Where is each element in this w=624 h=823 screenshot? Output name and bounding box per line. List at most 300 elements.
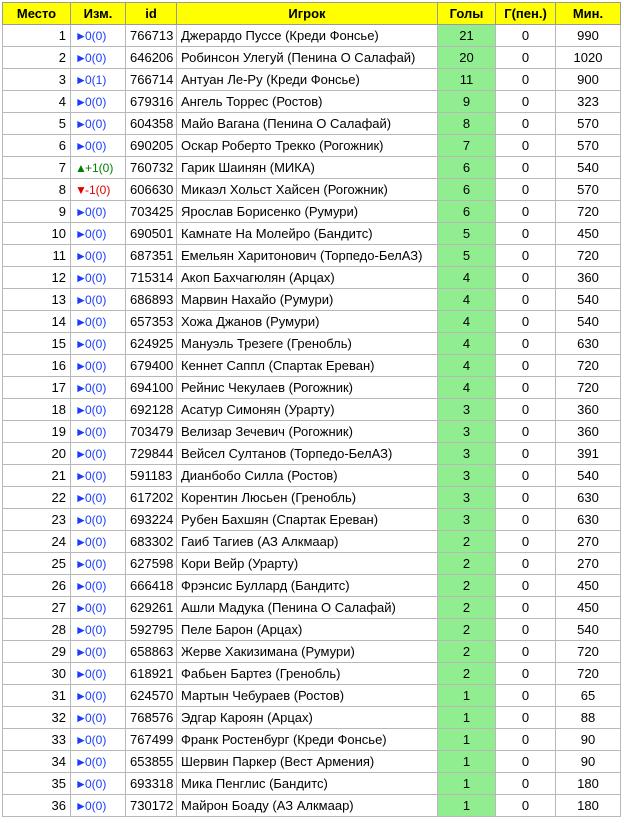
goals-cell: 21 xyxy=(438,25,496,47)
change-cell xyxy=(71,773,126,795)
player-name-cell[interactable]: Емельян Харитонович (Торпедо-БелАЗ) xyxy=(177,245,438,267)
change-cell xyxy=(71,47,126,69)
trend-same-icon: ► xyxy=(75,403,87,417)
place-cell: 27 xyxy=(3,597,71,619)
table-row[interactable] xyxy=(3,751,621,773)
goals-cell: 3 xyxy=(438,399,496,421)
trend-same-icon: ► xyxy=(75,139,87,153)
change-value: 0(0) xyxy=(85,469,107,483)
penalty-goals-cell: 0 xyxy=(496,751,556,773)
player-id-cell: 657353 xyxy=(126,311,177,333)
goals-cell: 1 xyxy=(438,795,496,817)
change-cell xyxy=(71,751,126,773)
change-cell xyxy=(71,487,126,509)
goals-cell: 4 xyxy=(438,333,496,355)
place-cell: 23 xyxy=(3,509,71,531)
table-row[interactable] xyxy=(3,421,621,443)
table-row[interactable] xyxy=(3,685,621,707)
penalty-goals-cell: 0 xyxy=(496,641,556,663)
player-id-cell: 766713 xyxy=(126,25,177,47)
change-cell xyxy=(71,223,126,245)
place-cell: 17 xyxy=(3,377,71,399)
place-cell: 28 xyxy=(3,619,71,641)
table-row[interactable] xyxy=(3,245,621,267)
table-row[interactable] xyxy=(3,289,621,311)
goals-cell: 7 xyxy=(438,135,496,157)
trend-same-icon: ► xyxy=(75,29,87,43)
change-value: 0(0) xyxy=(85,623,107,637)
player-name-cell[interactable]: Джерардо Пуссе (Креди Фонсье) xyxy=(177,25,438,47)
minutes-cell: 450 xyxy=(556,597,621,619)
place-cell: 34 xyxy=(3,751,71,773)
penalty-goals-cell: 0 xyxy=(496,707,556,729)
place-cell: 33 xyxy=(3,729,71,751)
goals-cell: 1 xyxy=(438,751,496,773)
goals-cell: 2 xyxy=(438,641,496,663)
goals-cell: 9 xyxy=(438,91,496,113)
change-cell xyxy=(71,509,126,531)
place-cell: 10 xyxy=(3,223,71,245)
goals-cell: 6 xyxy=(438,201,496,223)
change-value: 0(0) xyxy=(85,293,107,307)
place-cell: 25 xyxy=(3,553,71,575)
player-id-cell: 592795 xyxy=(126,619,177,641)
table-row[interactable] xyxy=(3,355,621,377)
table-row[interactable] xyxy=(3,399,621,421)
player-id-cell: 686893 xyxy=(126,289,177,311)
goals-cell: 2 xyxy=(438,553,496,575)
trend-same-icon: ► xyxy=(75,535,87,549)
minutes-cell: 270 xyxy=(556,531,621,553)
trend-same-icon: ► xyxy=(75,205,87,219)
player-name-cell[interactable]: Гарик Шаинян (МИКА) xyxy=(177,157,438,179)
change-value: 0(0) xyxy=(85,689,107,703)
minutes-cell: 391 xyxy=(556,443,621,465)
player-id-cell: 629261 xyxy=(126,597,177,619)
change-value: 0(0) xyxy=(85,51,107,65)
goals-cell: 2 xyxy=(438,663,496,685)
column-header-place[interactable]: Место xyxy=(3,3,71,25)
place-cell: 31 xyxy=(3,685,71,707)
table-header xyxy=(3,3,621,25)
player-id-cell: 646206 xyxy=(126,47,177,69)
player-id-cell: 694100 xyxy=(126,377,177,399)
trend-same-icon: ► xyxy=(75,315,87,329)
minutes-cell: 540 xyxy=(556,465,621,487)
trend-same-icon: ► xyxy=(75,777,87,791)
place-cell: 7 xyxy=(3,157,71,179)
minutes-cell: 540 xyxy=(556,311,621,333)
penalty-goals-cell: 0 xyxy=(496,47,556,69)
minutes-cell: 720 xyxy=(556,641,621,663)
trend-same-icon: ► xyxy=(75,645,87,659)
table-row[interactable] xyxy=(3,465,621,487)
penalty-goals-cell: 0 xyxy=(496,421,556,443)
trend-down-icon: ▼ xyxy=(75,183,87,197)
player-id-cell: 692128 xyxy=(126,399,177,421)
change-cell xyxy=(71,201,126,223)
minutes-cell: 570 xyxy=(556,113,621,135)
change-value: 0(0) xyxy=(85,205,107,219)
player-id-cell: 703479 xyxy=(126,421,177,443)
change-cell xyxy=(71,465,126,487)
goals-cell: 5 xyxy=(438,245,496,267)
player-id-cell: 679316 xyxy=(126,91,177,113)
table-row[interactable] xyxy=(3,201,621,223)
penalty-goals-cell: 0 xyxy=(496,729,556,751)
penalty-goals-cell: 0 xyxy=(496,201,556,223)
penalty-goals-cell: 0 xyxy=(496,377,556,399)
player-id-cell: 679400 xyxy=(126,355,177,377)
change-cell xyxy=(71,795,126,817)
trend-same-icon: ► xyxy=(75,513,87,527)
change-cell xyxy=(71,179,126,201)
goals-cell: 1 xyxy=(438,729,496,751)
change-cell xyxy=(71,619,126,641)
minutes-cell: 450 xyxy=(556,575,621,597)
column-header-player[interactable]: Игрок xyxy=(177,3,438,25)
place-cell: 4 xyxy=(3,91,71,113)
change-cell xyxy=(71,729,126,751)
goals-cell: 5 xyxy=(438,223,496,245)
table-row[interactable] xyxy=(3,179,621,201)
change-value: 0(0) xyxy=(85,447,107,461)
minutes-cell: 630 xyxy=(556,509,621,531)
goals-cell: 2 xyxy=(438,575,496,597)
penalty-goals-cell: 0 xyxy=(496,245,556,267)
change-value: 0(0) xyxy=(85,513,107,527)
player-name-cell[interactable]: Франк Ростенбург (Креди Фонсье) xyxy=(177,729,438,751)
player-name-cell[interactable]: Мануэль Трезеге (Гренобль) xyxy=(177,333,438,355)
change-cell xyxy=(71,663,126,685)
player-name-cell[interactable]: Кеннет Саппл (Спартак Ереван) xyxy=(177,355,438,377)
penalty-goals-cell: 0 xyxy=(496,399,556,421)
penalty-goals-cell: 0 xyxy=(496,69,556,91)
minutes-cell: 540 xyxy=(556,157,621,179)
change-value: 0(0) xyxy=(85,755,107,769)
player-name-cell[interactable]: Гаиб Тагиев (АЗ Алкмаар) xyxy=(177,531,438,553)
minutes-cell: 570 xyxy=(556,135,621,157)
penalty-goals-cell: 0 xyxy=(496,311,556,333)
penalty-goals-cell: 0 xyxy=(496,267,556,289)
table-row[interactable] xyxy=(3,135,621,157)
change-value: 0(0) xyxy=(85,337,107,351)
minutes-cell: 90 xyxy=(556,751,621,773)
goals-cell: 3 xyxy=(438,509,496,531)
goals-cell: 2 xyxy=(438,531,496,553)
player-id-cell: 604358 xyxy=(126,113,177,135)
player-id-cell: 687351 xyxy=(126,245,177,267)
table-row[interactable] xyxy=(3,773,621,795)
change-value: 0(0) xyxy=(85,403,107,417)
trend-same-icon: ► xyxy=(75,117,87,131)
goals-cell: 6 xyxy=(438,157,496,179)
player-id-cell: 683302 xyxy=(126,531,177,553)
player-name-cell[interactable]: Рейнис Чекулаев (Рогожник) xyxy=(177,377,438,399)
change-value: 0(0) xyxy=(85,535,107,549)
table-row[interactable] xyxy=(3,25,621,47)
minutes-cell: 90 xyxy=(556,729,621,751)
place-cell: 32 xyxy=(3,707,71,729)
change-cell xyxy=(71,311,126,333)
player-name-cell[interactable]: Мика Пенглис (Бандитс) xyxy=(177,773,438,795)
minutes-cell: 450 xyxy=(556,223,621,245)
player-name-cell[interactable]: Оскар Роберто Трекко (Рогожник) xyxy=(177,135,438,157)
table-row[interactable] xyxy=(3,223,621,245)
player-name-cell[interactable]: Майо Вагана (Пенина О Салафай) xyxy=(177,113,438,135)
minutes-cell: 270 xyxy=(556,553,621,575)
trend-same-icon: ► xyxy=(75,667,87,681)
change-cell xyxy=(71,355,126,377)
change-cell xyxy=(71,135,126,157)
player-name-cell[interactable]: Робинсон Улегуй (Пенина О Салафай) xyxy=(177,47,438,69)
table-row[interactable] xyxy=(3,509,621,531)
player-name-cell[interactable]: Эдгар Кароян (Арцах) xyxy=(177,707,438,729)
minutes-cell: 720 xyxy=(556,355,621,377)
penalty-goals-cell: 0 xyxy=(496,663,556,685)
table-row[interactable] xyxy=(3,443,621,465)
change-cell xyxy=(71,91,126,113)
goals-cell: 1 xyxy=(438,773,496,795)
change-value: 0(0) xyxy=(85,271,107,285)
place-cell: 3 xyxy=(3,69,71,91)
penalty-goals-cell: 0 xyxy=(496,509,556,531)
player-id-cell: 760732 xyxy=(126,157,177,179)
goals-cell: 6 xyxy=(438,179,496,201)
column-header-id[interactable]: id xyxy=(126,3,177,25)
player-name-cell[interactable]: Рубен Бахшян (Спартак Ереван) xyxy=(177,509,438,531)
trend-same-icon: ► xyxy=(75,579,87,593)
player-id-cell: 690205 xyxy=(126,135,177,157)
player-name-cell[interactable]: Фрэнсис Буллард (Бандитс) xyxy=(177,575,438,597)
player-id-cell: 693318 xyxy=(126,773,177,795)
player-name-cell[interactable]: Пеле Барон (Арцах) xyxy=(177,619,438,641)
minutes-cell: 88 xyxy=(556,707,621,729)
table-row[interactable] xyxy=(3,641,621,663)
player-id-cell: 653855 xyxy=(126,751,177,773)
table-row[interactable] xyxy=(3,377,621,399)
player-id-cell: 627598 xyxy=(126,553,177,575)
player-name-cell[interactable]: Антуан Ле-Ру (Креди Фонсье) xyxy=(177,69,438,91)
player-id-cell: 606630 xyxy=(126,179,177,201)
player-name-cell[interactable]: Майрон Боаду (АЗ Алкмаар) xyxy=(177,795,438,817)
player-name-cell[interactable]: Фабьен Бартез (Гренобль) xyxy=(177,663,438,685)
table-row[interactable] xyxy=(3,795,621,817)
player-id-cell: 729844 xyxy=(126,443,177,465)
column-header-minutes[interactable]: Мин. xyxy=(556,3,621,25)
table-row[interactable] xyxy=(3,707,621,729)
place-cell: 12 xyxy=(3,267,71,289)
penalty-goals-cell: 0 xyxy=(496,355,556,377)
penalty-goals-cell: 0 xyxy=(496,773,556,795)
minutes-cell: 360 xyxy=(556,267,621,289)
player-name-cell[interactable]: Мартын Чебураев (Ростов) xyxy=(177,685,438,707)
table-row[interactable] xyxy=(3,729,621,751)
penalty-goals-cell: 0 xyxy=(496,25,556,47)
minutes-cell: 720 xyxy=(556,377,621,399)
player-name-cell[interactable]: Кори Вейр (Урарту) xyxy=(177,553,438,575)
goals-cell: 4 xyxy=(438,311,496,333)
change-value: 0(0) xyxy=(85,667,107,681)
place-cell: 8 xyxy=(3,179,71,201)
goals-cell: 3 xyxy=(438,465,496,487)
change-cell xyxy=(71,553,126,575)
player-id-cell: 715314 xyxy=(126,267,177,289)
table-row[interactable] xyxy=(3,47,621,69)
minutes-cell: 630 xyxy=(556,487,621,509)
player-name-cell[interactable]: Микаэл Хольст Хайсен (Рогожник) xyxy=(177,179,438,201)
trend-same-icon: ► xyxy=(75,249,87,263)
column-header-goals[interactable]: Голы xyxy=(438,3,496,25)
change-value: 0(0) xyxy=(85,29,107,43)
player-name-cell[interactable]: Дианбобо Силла (Ростов) xyxy=(177,465,438,487)
trend-same-icon: ► xyxy=(75,755,87,769)
table-row[interactable] xyxy=(3,575,621,597)
player-id-cell: 666418 xyxy=(126,575,177,597)
change-value: 0(0) xyxy=(85,579,107,593)
goals-cell: 3 xyxy=(438,487,496,509)
place-cell: 14 xyxy=(3,311,71,333)
table-row[interactable] xyxy=(3,553,621,575)
change-cell xyxy=(71,333,126,355)
trend-same-icon: ► xyxy=(75,271,87,285)
place-cell: 16 xyxy=(3,355,71,377)
player-name-cell[interactable]: Хожа Джанов (Румури) xyxy=(177,311,438,333)
table-row[interactable] xyxy=(3,113,621,135)
player-id-cell: 766714 xyxy=(126,69,177,91)
player-name-cell[interactable]: Жерве Хакизимана (Румури) xyxy=(177,641,438,663)
header-row xyxy=(3,3,621,25)
player-id-cell: 624570 xyxy=(126,685,177,707)
player-name-cell[interactable]: Ярослав Борисенко (Румури) xyxy=(177,201,438,223)
penalty-goals-cell: 0 xyxy=(496,531,556,553)
penalty-goals-cell: 0 xyxy=(496,135,556,157)
change-value: 0(0) xyxy=(85,249,107,263)
minutes-cell: 990 xyxy=(556,25,621,47)
column-header-change[interactable]: Изм. xyxy=(71,3,126,25)
place-cell: 35 xyxy=(3,773,71,795)
player-name-cell[interactable]: Ашли Мадука (Пенина О Салафай) xyxy=(177,597,438,619)
table-row[interactable] xyxy=(3,487,621,509)
place-cell: 19 xyxy=(3,421,71,443)
table-row[interactable] xyxy=(3,91,621,113)
place-cell: 6 xyxy=(3,135,71,157)
trend-same-icon: ► xyxy=(75,623,87,637)
player-id-cell: 693224 xyxy=(126,509,177,531)
player-name-cell[interactable]: Шервин Паркер (Вест Армения) xyxy=(177,751,438,773)
player-id-cell: 703425 xyxy=(126,201,177,223)
penalty-goals-cell: 0 xyxy=(496,465,556,487)
player-id-cell: 591183 xyxy=(126,465,177,487)
minutes-cell: 360 xyxy=(556,399,621,421)
trend-same-icon: ► xyxy=(75,447,87,461)
player-name-cell[interactable]: Корентин Люсьен (Гренобль) xyxy=(177,487,438,509)
change-value: 0(1) xyxy=(85,73,107,87)
change-value: 0(0) xyxy=(85,799,107,813)
table-row[interactable] xyxy=(3,157,621,179)
place-cell: 9 xyxy=(3,201,71,223)
place-cell: 20 xyxy=(3,443,71,465)
change-value: 0(0) xyxy=(85,733,107,747)
change-cell xyxy=(71,531,126,553)
trend-same-icon: ► xyxy=(75,51,87,65)
change-value: 0(0) xyxy=(85,601,107,615)
change-cell xyxy=(71,267,126,289)
change-value: 0(0) xyxy=(85,645,107,659)
change-cell xyxy=(71,69,126,91)
minutes-cell: 900 xyxy=(556,69,621,91)
penalty-goals-cell: 0 xyxy=(496,685,556,707)
minutes-cell: 180 xyxy=(556,773,621,795)
change-cell xyxy=(71,289,126,311)
trend-same-icon: ► xyxy=(75,469,87,483)
change-cell xyxy=(71,443,126,465)
change-cell xyxy=(71,245,126,267)
table-row[interactable] xyxy=(3,619,621,641)
minutes-cell: 65 xyxy=(556,685,621,707)
table-row[interactable] xyxy=(3,597,621,619)
player-id-cell: 768576 xyxy=(126,707,177,729)
change-cell xyxy=(71,685,126,707)
player-name-cell[interactable]: Камнате На Молейро (Бандитс) xyxy=(177,223,438,245)
change-cell xyxy=(71,597,126,619)
trend-up-icon: ▲ xyxy=(75,161,87,175)
trend-same-icon: ► xyxy=(75,381,87,395)
player-name-cell[interactable]: Асатур Симонян (Урарту) xyxy=(177,399,438,421)
trend-same-icon: ► xyxy=(75,293,87,307)
change-value: 0(0) xyxy=(85,95,107,109)
player-name-cell[interactable]: Ангель Торрес (Ростов) xyxy=(177,91,438,113)
change-value: 0(0) xyxy=(85,491,107,505)
player-id-cell: 624925 xyxy=(126,333,177,355)
player-id-cell: 617202 xyxy=(126,487,177,509)
place-cell: 2 xyxy=(3,47,71,69)
change-value: 0(0) xyxy=(85,777,107,791)
table-row[interactable] xyxy=(3,333,621,355)
player-name-cell[interactable]: Велизар Зечевич (Рогожник) xyxy=(177,421,438,443)
table-row[interactable] xyxy=(3,267,621,289)
player-name-cell[interactable]: Акоп Бахчагюлян (Арцах) xyxy=(177,267,438,289)
place-cell: 11 xyxy=(3,245,71,267)
trend-same-icon: ► xyxy=(75,227,87,241)
penalty-goals-cell: 0 xyxy=(496,289,556,311)
trend-same-icon: ► xyxy=(75,733,87,747)
table-row[interactable] xyxy=(3,311,621,333)
minutes-cell: 570 xyxy=(556,179,621,201)
table-row[interactable] xyxy=(3,663,621,685)
change-cell xyxy=(71,25,126,47)
change-value: -1(0) xyxy=(85,183,111,197)
trend-same-icon: ► xyxy=(75,337,87,351)
table-row[interactable] xyxy=(3,69,621,91)
minutes-cell: 540 xyxy=(556,289,621,311)
table-row[interactable] xyxy=(3,531,621,553)
trend-same-icon: ► xyxy=(75,557,87,571)
place-cell: 29 xyxy=(3,641,71,663)
player-name-cell[interactable]: Марвин Нахайо (Румури) xyxy=(177,289,438,311)
player-id-cell: 767499 xyxy=(126,729,177,751)
goals-cell: 1 xyxy=(438,707,496,729)
player-name-cell[interactable]: Вейсел Султанов (Торпедо-БелАЗ) xyxy=(177,443,438,465)
player-id-cell: 658863 xyxy=(126,641,177,663)
penalty-goals-cell: 0 xyxy=(496,179,556,201)
trend-same-icon: ► xyxy=(75,95,87,109)
column-header-penalty-goals[interactable]: Г(пен.) xyxy=(496,3,556,25)
penalty-goals-cell: 0 xyxy=(496,795,556,817)
change-value: 0(0) xyxy=(85,359,107,373)
goals-cell: 20 xyxy=(438,47,496,69)
change-cell xyxy=(71,377,126,399)
